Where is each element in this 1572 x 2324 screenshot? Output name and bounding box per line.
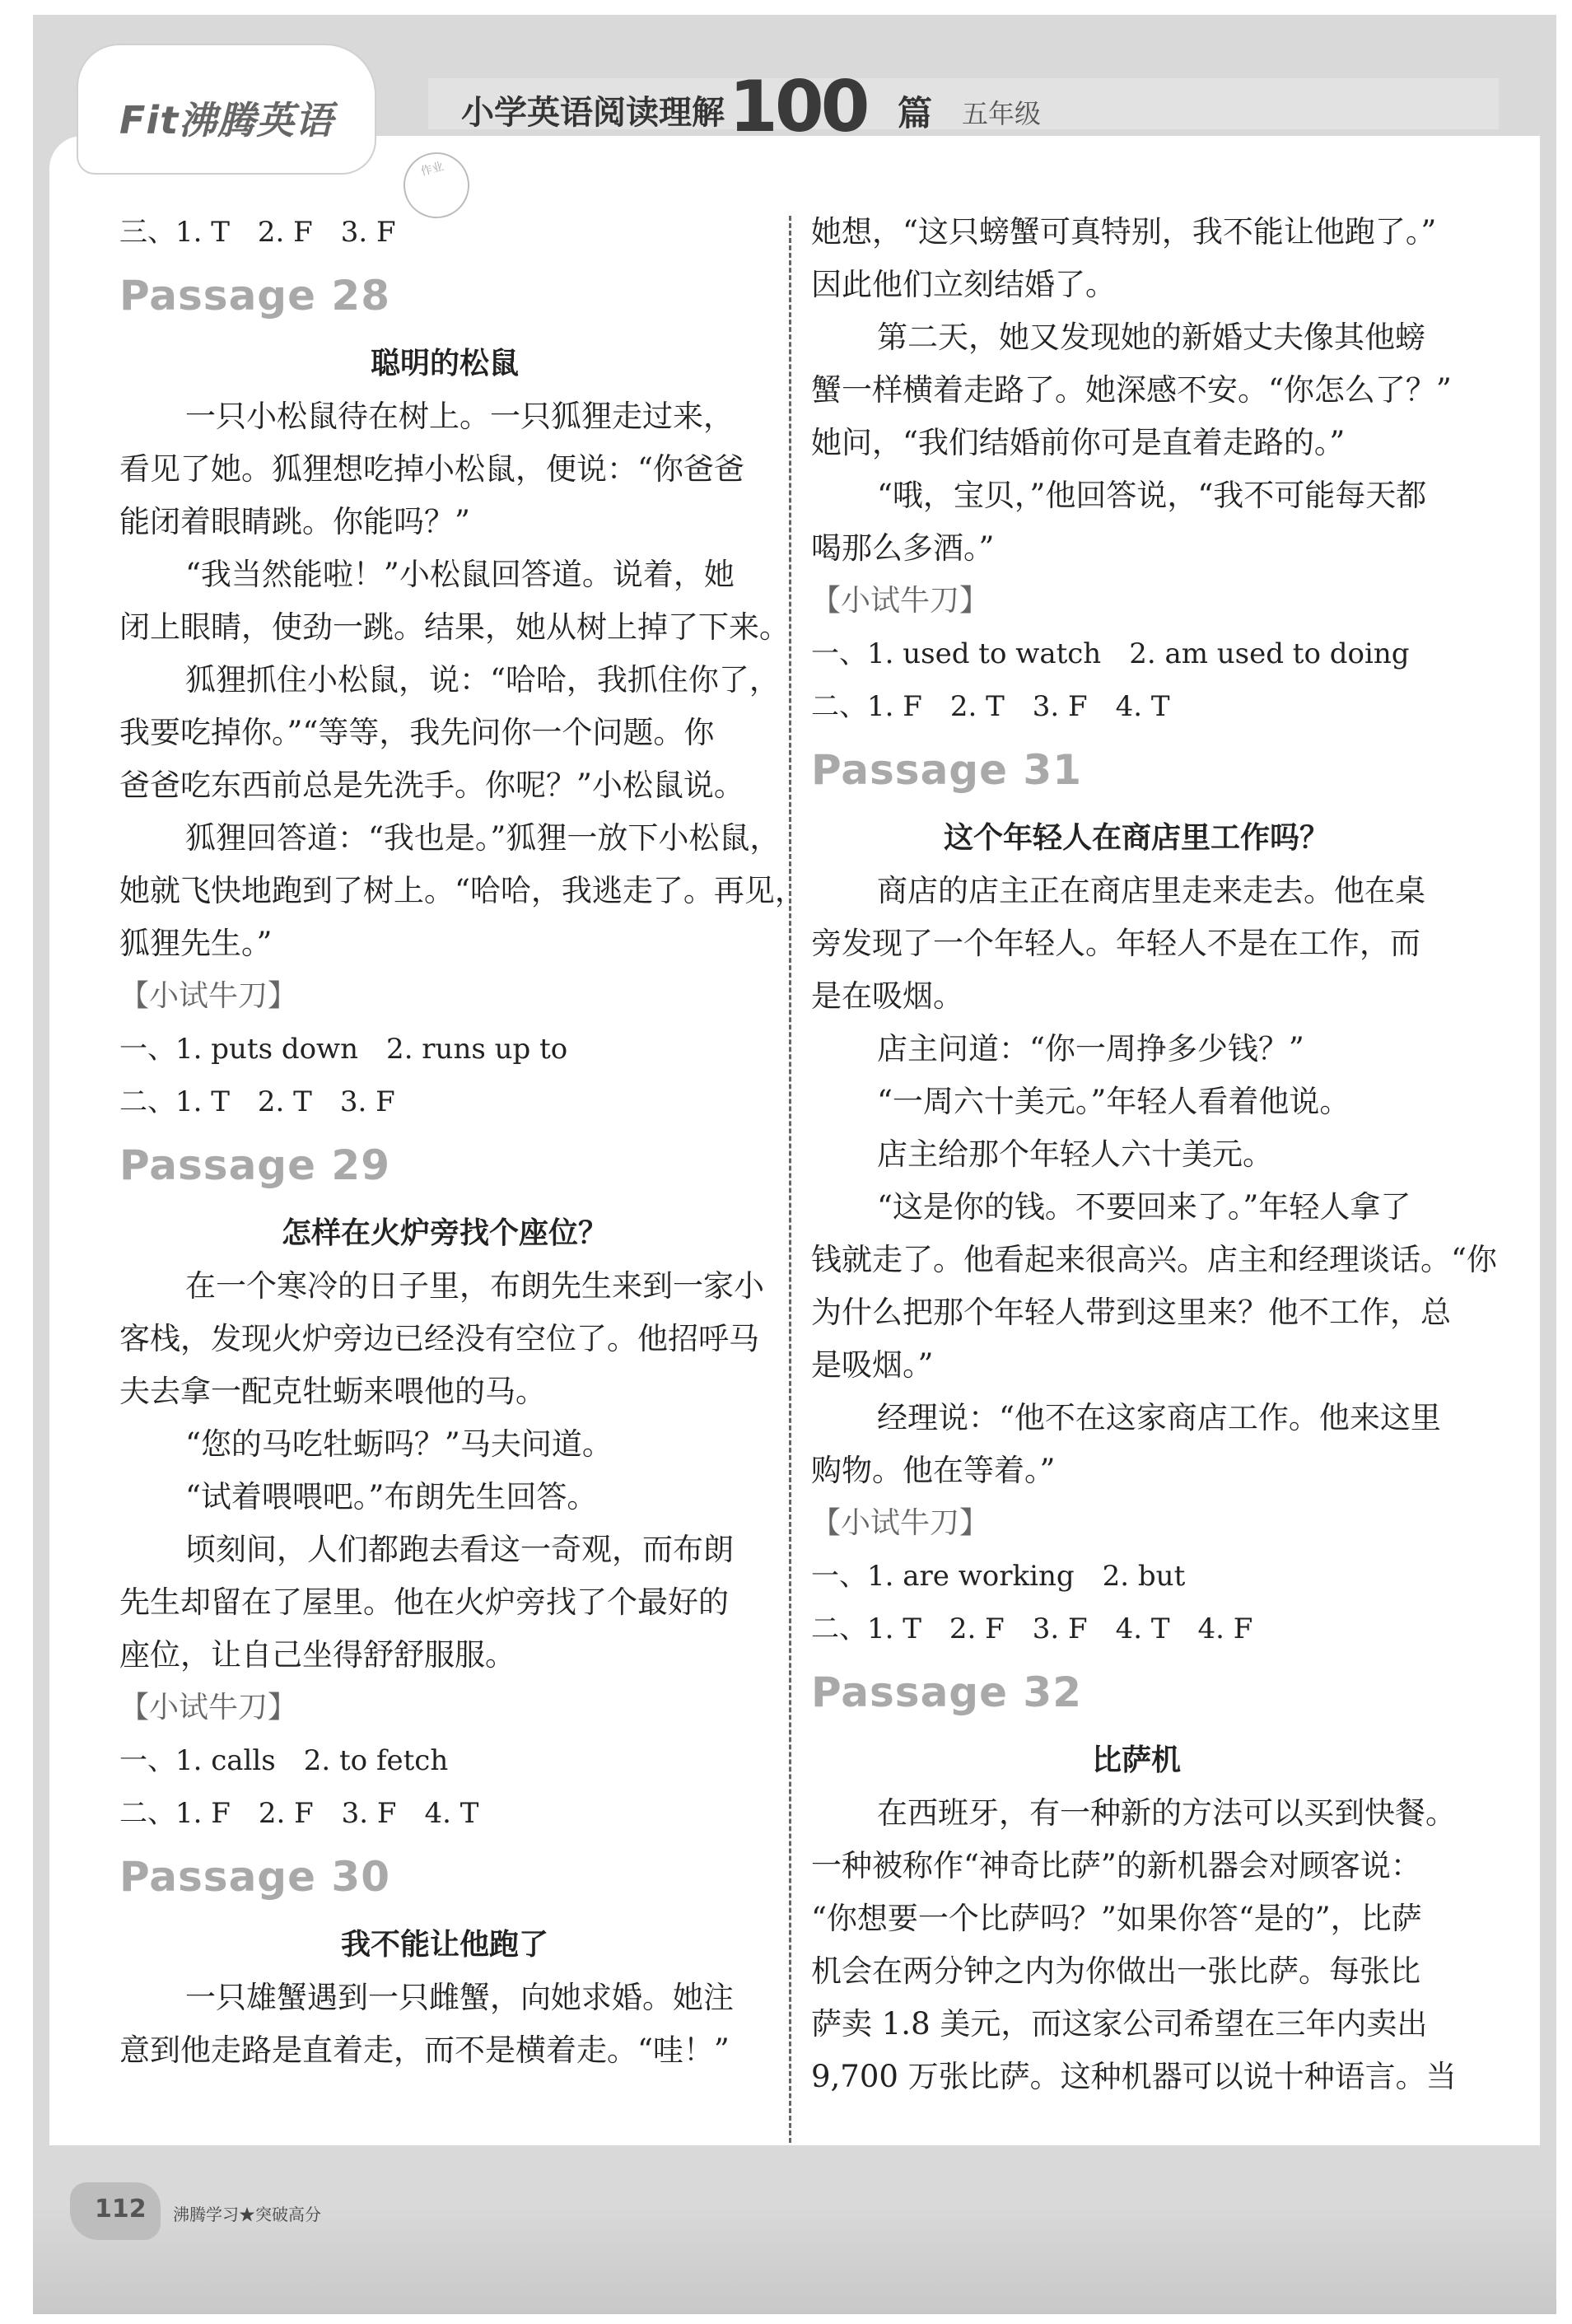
text-line: 座位，让自己坐得舒舒服服。: [119, 1637, 515, 1673]
answer-line: 二、1. F 2. F 3. F 4. T: [119, 1797, 479, 1830]
text-line: 一只雄蟹遇到一只雌蟹，向她求婚。她注: [185, 1980, 734, 2015]
answer-line: 一、1. puts down 2. runs up to: [119, 1033, 568, 1066]
text-line: “哦，宝贝，”他回答说，“我不可能每天都: [877, 478, 1427, 513]
text-line: 先生却留在了屋里。他在火炉旁找了个最好的: [119, 1584, 729, 1620]
stamp-text: 作业: [419, 160, 445, 180]
answer-line: 二、1. T 2. F 3. F 4. T 4. F: [811, 1612, 1253, 1645]
text-line: 萨卖 1.8 美元，而这家公司希望在三年内卖出: [811, 2006, 1428, 2042]
text-line: “您的马吃牡蛎吗？”马夫问道。: [185, 1426, 613, 1462]
text-line: 一种被称作“神奇比萨”的新机器会对顾客说：: [811, 1848, 1421, 1883]
series-unit: 篇: [898, 93, 933, 133]
answer-line: 二、1. T 2. T 3. F: [119, 1085, 395, 1118]
text-line: 一只小松鼠待在树上。一只狐狸走过来，: [185, 399, 734, 434]
right-column: [811, 206, 1497, 2103]
text-line: 店主问道：“你一周挣多少钱？”: [877, 1031, 1304, 1066]
text-line: 意到他走路是直着走，而不是横着走。“哇！”: [119, 2032, 730, 2068]
text-line: 她想，“这只螃蟹可真特别，我不能让他跑了。”: [811, 214, 1437, 250]
passage-heading: Passage 29: [119, 1141, 390, 1189]
answer-line: 一、1. used to watch 2. am used to doing: [811, 637, 1410, 670]
text-line: 她就飞快地跑到了树上。“哈哈，我逃走了。再见，: [119, 873, 805, 908]
text-line: 能闭着眼睛跳。你能吗？”: [119, 504, 470, 539]
answer-line: 二、1. F 2. T 3. F 4. T: [811, 690, 1170, 723]
text-line: 在西班牙，有一种新的方法可以买到快餐。: [877, 1795, 1456, 1831]
text-line: 是吸烟。”: [811, 1347, 934, 1383]
passage-title: 聪明的松鼠: [370, 347, 519, 380]
answer-line: 一、1. are working 2. but: [811, 1560, 1186, 1593]
column-divider: [789, 216, 791, 2143]
text-line: “试着喂喂吧。”布朗先生回答。: [185, 1479, 598, 1514]
text-line: 为什么把那个年轻人带到这里来？他不工作，总: [811, 1295, 1451, 1330]
answer-line: 一、1. calls 2. to fetch: [119, 1744, 449, 1777]
passage-title: 比萨机: [1091, 1743, 1181, 1777]
text-line: 店主给那个年轻人六十美元。: [877, 1136, 1273, 1172]
text-line: 闭上眼睛，使劲一跳。结果，她从树上掉了下来。: [119, 609, 790, 645]
text-line: 狐狸先生。”: [119, 926, 273, 961]
passage-title: 我不能让他跑了: [340, 1928, 548, 1962]
series-number: 100: [729, 66, 867, 148]
prev-answer: 三、1. T 2. F 3. F: [119, 216, 396, 249]
text-line: 经理说：“他不在这家商店工作。他来这里: [877, 1400, 1441, 1435]
text-line: 因此他们立刻结婚了。: [811, 267, 1116, 302]
exercise-label: 【小试牛刀】: [811, 1506, 990, 1540]
brand-logo: Fit沸腾英语: [119, 98, 334, 142]
passage-heading: Passage 30: [119, 1853, 390, 1901]
footer-slogan: 沸腾学习★突破高分: [173, 2205, 321, 2224]
text-line: “一周六十美元。”年轻人看着他说。: [877, 1084, 1350, 1119]
left-column: [119, 206, 805, 2077]
text-line: 顷刻间，人们都跑去看这一奇观，而布朗: [185, 1532, 734, 1567]
text-line: 看见了她。狐狸想吃掉小松鼠，便说：“你爸爸: [119, 451, 744, 487]
passage-heading: Passage 31: [811, 746, 1082, 794]
text-line: 钱就走了。他看起来很高兴。店主和经理谈话。“你: [811, 1242, 1497, 1277]
text-line: 机会在两分钟之内为你做出一张比萨。每张比: [811, 1953, 1420, 1989]
text-line: “我当然能啦！”小松鼠回答道。说着，她: [185, 557, 735, 592]
text-line: 喝那么多酒。”: [811, 530, 995, 566]
text-line: 夫去拿一配克牡蛎来喂他的马。: [119, 1374, 546, 1409]
passage-heading: Passage 28: [119, 272, 390, 320]
series-title: 小学英语阅读理解: [461, 94, 725, 132]
text-line: 商店的店主正在商店里走来走去。他在桌: [877, 873, 1425, 908]
text-line: 我要吃掉你。”“等等，我先问你一个问题。你: [119, 715, 715, 750]
exercise-label: 【小试牛刀】: [119, 979, 298, 1013]
grade-label: 五年级: [962, 98, 1042, 129]
exercise-label: 【小试牛刀】: [811, 584, 990, 618]
text-line: 是在吸烟。: [811, 978, 963, 1014]
exercise-label: 【小试牛刀】: [119, 1691, 298, 1724]
text-line: 第二天，她又发现她的新婚丈夫像其他螃: [877, 320, 1425, 355]
text-line: 狐狸回答道：“我也是。”狐狸一放下小松鼠，: [185, 820, 781, 856]
text-line: 9,700 万张比萨。这种机器可以说十种语言。当: [811, 2059, 1457, 2094]
text-line: 狐狸抓住小松鼠，说：“哈哈，我抓住你了，: [185, 662, 780, 698]
text-line: 旁发现了一个年轻人。年轻人不是在工作，而: [811, 926, 1420, 961]
text-line: “你想要一个比萨吗？”如果你答“是的”，比萨: [811, 1901, 1422, 1936]
text-line: 在一个寒冷的日子里，布朗先生来到一家小: [185, 1268, 764, 1304]
text-line: 客栈，发现火炉旁边已经没有空位了。他招呼马: [119, 1321, 759, 1356]
text-line: 她问，“我们结婚前你可是直着走路的。”: [811, 425, 1346, 460]
text-line: 购物。他在等着。”: [811, 1453, 1056, 1488]
text-line: 爸爸吃东西前总是先洗手。你呢？”小松鼠说。: [119, 768, 744, 803]
page-number: 112: [95, 2195, 147, 2224]
text-line: 蟹一样横着走路了。她深感不安。“你怎么了？”: [811, 372, 1452, 408]
text-line: “这是你的钱。不要回来了。”年轻人拿了: [877, 1189, 1411, 1225]
passage-heading: Passage 32: [811, 1668, 1082, 1716]
passage-title: 这个年轻人在商店里工作吗？: [943, 821, 1329, 855]
passage-title: 怎样在火炉旁找个座位？: [281, 1216, 608, 1250]
